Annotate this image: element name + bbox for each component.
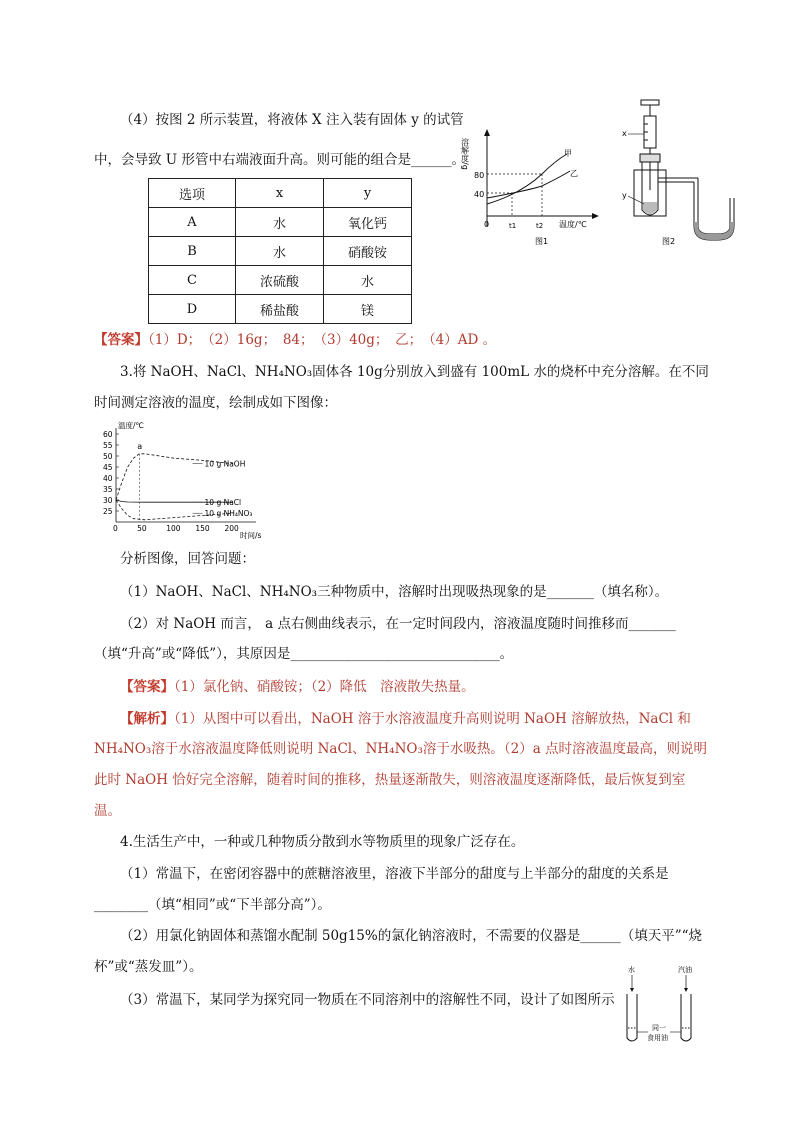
table-cell: 浓硫酸 (236, 266, 324, 295)
q3-part2-line1: （2）对 NaOH 而言， a 点右侧曲线表示，在一定时间段内，溶液温度随时间推移而_______ (120, 616, 676, 632)
chart-y-tick-label: 60 (103, 430, 113, 439)
chart-y-tick-label: 50 (103, 452, 113, 461)
table-cell: C (149, 266, 236, 295)
fig1-ytick-40: 40 (474, 190, 485, 199)
fig3-tube-right (681, 994, 691, 1041)
answer-2-text: （1）氯化钠、硝酸铵；（2）降低 溶液散失热量。 (174, 679, 475, 695)
table-header-cell: 选项 (149, 179, 236, 208)
analysis-line1 (120, 707, 691, 727)
chart-annotation-a: a (137, 441, 143, 451)
table-cell: 水 (236, 237, 324, 266)
table-cell: D (149, 295, 236, 324)
chart-x-tick-label: 0 (113, 524, 118, 533)
fig1-xtick-t1: t1 (509, 222, 517, 230)
fig1-legend-jia: 甲 (564, 149, 572, 158)
chart-x-tick-label: 50 (137, 524, 147, 533)
figure-2-apparatus (614, 98, 744, 248)
fig2-solid-y (643, 202, 657, 214)
analysis-text-1: （1）从图中可以看出，NaOH 溶于水溶液温度升高则说明 NaOH 溶解放热，NaCl 和 (174, 711, 691, 727)
q4b-part1-a: （1）常温下，在密闭容器中的蔗糖溶液里，溶液下半部分的甜度与上半部分的甜度的关系是 (120, 866, 669, 882)
fig1-origin: 0 (484, 220, 490, 229)
chart-ylabel: 温度/℃ (118, 421, 144, 430)
table-header-cell: x (236, 179, 324, 208)
q4-line1: （4）按图 2 所示装置，将液体 X 注入装有固体 y 的试管 (120, 112, 464, 128)
answer-1 (94, 328, 496, 348)
fig2-caption: 图2 (662, 237, 676, 246)
table-row (149, 208, 412, 237)
fig1-x-arrow (592, 213, 599, 219)
fig1-y-arrow (484, 129, 490, 136)
fig2-stopper (640, 154, 660, 162)
chart-series-label: 10 g NaCl (204, 498, 242, 508)
table-cell: 稀盐酸 (236, 295, 324, 324)
chart-series-label: 10 g NaOH (204, 459, 246, 469)
chart-y-tick-label: 45 (103, 463, 113, 472)
q3-part2-line2: （填“升高”或“降低”），其原因是_______________________________。 (94, 646, 514, 662)
table-cell: 镁 (324, 295, 412, 324)
table-cell: B (149, 237, 236, 266)
chart-x-tick-label: 100 (166, 524, 181, 533)
table-cell: A (149, 208, 236, 237)
fig1-ytick-80: 80 (474, 171, 485, 180)
chart-y-tick-label: 55 (103, 441, 113, 450)
table-header-row (149, 179, 412, 208)
chart-x-tick-label: 150 (195, 524, 210, 533)
analysis-line4: 温。 (94, 803, 121, 819)
q4b-part1-b: ________（填“相同”或“下半部分高”）。 (94, 897, 331, 913)
table-cell: 水 (236, 208, 324, 237)
analysis-line2: NH₄NO₃溶于水溶液温度降低则说明 NaCl、NH₄NO₃溶于水吸热。（2）a 点时溶液温度最高，则说明 (94, 741, 708, 757)
fig1-xtick-t2: t2 (536, 222, 544, 230)
fig3-label-water: 水 (628, 966, 635, 974)
temperature-chart (90, 420, 270, 540)
table-row (149, 295, 412, 324)
table-header-cell: y (324, 179, 412, 208)
fig2-syringe-plunger (641, 100, 659, 105)
figure-1-solubility (462, 126, 602, 248)
fig3-arrowhead-water (630, 988, 634, 992)
q4b-part3: （3）常温下，某同学为探究同一物质在不同溶剂中的溶解性不同，设计了如图所示 (120, 992, 615, 1008)
chart-y-tick-label: 35 (103, 485, 113, 494)
table-cell: 水 (324, 266, 412, 295)
table-cell: 氧化钙 (324, 208, 412, 237)
fig3-label-mid: 同一 (652, 1024, 666, 1032)
table-cell: 硝酸铵 (324, 237, 412, 266)
answer-1-text: （1）D； （2）16g； 84； （3）40g； 乙； （4）AD 。 (148, 332, 497, 348)
chart-y-tick-label: 30 (103, 496, 113, 505)
fig3-tube-left (627, 994, 637, 1041)
fig2-label-x: x (622, 129, 627, 138)
fig3-label-mid2: 食用油 (647, 1034, 668, 1042)
q4b-part2-b: 杯”或“蒸发皿”）。 (94, 959, 203, 975)
fig2-u-tube-inner (698, 178, 730, 234)
fig1-xlabel: 温度/℃ (559, 220, 587, 229)
table-row (149, 237, 412, 266)
analysis-tag: 【解析】 (120, 711, 174, 727)
fig3-label-oil: 汽油 (678, 966, 692, 974)
q4-line2: 中，会导致 U 形管中右端液面升高。则可能的组合是______。 (94, 152, 465, 168)
q3-intro: 分析图像，回答问题： (120, 551, 255, 567)
chart-series-label: 10 g NH₄NO₃ (204, 509, 253, 519)
fig2-label-y: y (622, 191, 627, 200)
fig1-ylabel: 溶解度/g (460, 138, 470, 170)
q3-part1: （1）NaOH、NaCl、NH₄NO₃三种物质中，溶解时出现吸热现象的是_______（填名称）。 (120, 584, 669, 600)
chart-y-tick-label: 40 (103, 474, 113, 483)
q4b-part2-a: （2）用氯化钠固体和蒸馏水配制 50g15%的氯化钠溶液时，不需要的仪器是______（填天平”“烧 (120, 928, 703, 944)
q3-line1: 3.将 NaOH、NaCl、NH₄NO₃固体各 10g分别放入到盛有 100mL 水的烧杯中充分溶解。在不同 (120, 364, 709, 380)
chart-xlabel: 时间/s (240, 531, 262, 540)
figure-3-test-tubes (618, 964, 708, 1046)
answer-1-tag: 【答案】 (94, 332, 148, 348)
q3-line2: 时间测定溶液的温度，绘制成如下图像： (94, 395, 337, 411)
answer-2-tag: 【答案】 (120, 679, 174, 695)
chart-y-tick-label: 25 (103, 507, 113, 516)
fig1-legend-yi: 乙 (570, 169, 578, 178)
fig3-arrowhead-oil (684, 988, 688, 992)
fig1-caption: 图1 (535, 237, 549, 246)
table-row (149, 266, 412, 295)
answer-2 (120, 675, 475, 695)
analysis-line3: 此时 NaOH 恰好完全溶解，随着时间的推移，热量逐渐散失，则溶液温度逐渐降低，最后恢复到室 (94, 772, 686, 788)
q4b-line1: 4.生活生产中，一种或几种物质分散到水等物质里的现象广泛存在。 (120, 834, 525, 850)
options-table (148, 178, 412, 324)
chart-x-tick-label: 200 (224, 524, 239, 533)
